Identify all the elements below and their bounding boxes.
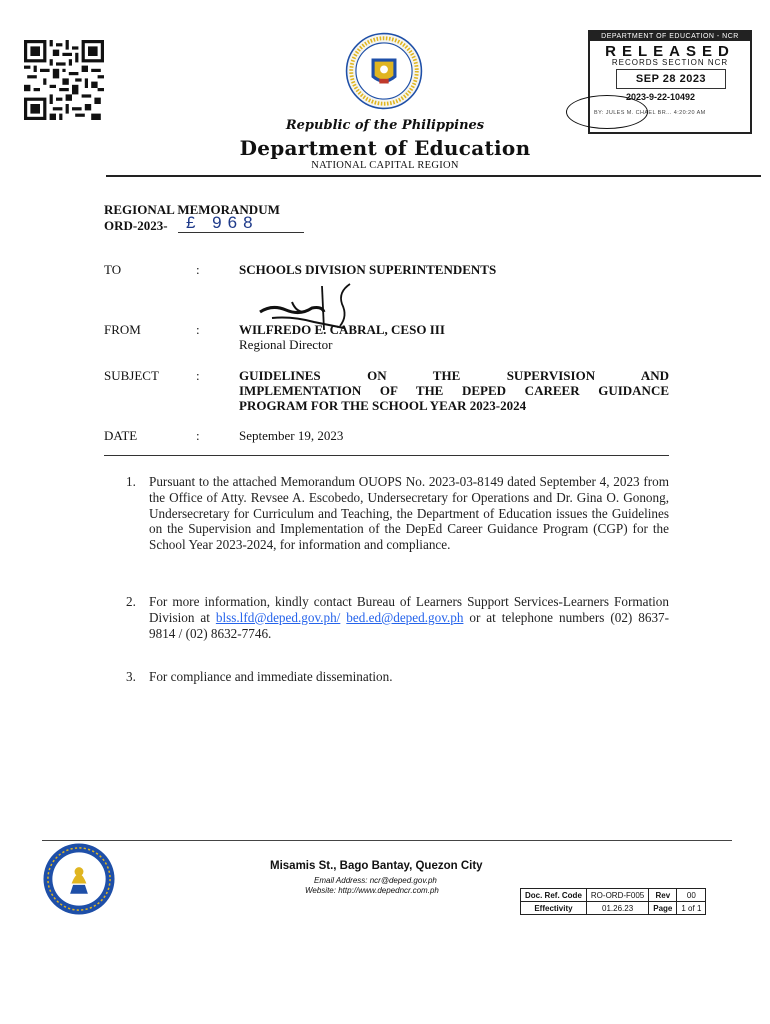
stamp-released: RELEASED	[605, 43, 735, 60]
deped-seal-icon	[345, 32, 423, 110]
from-label: FROM	[104, 322, 141, 337]
footer-divider	[42, 840, 732, 841]
paragraph-1: Pursuant to the attached Memorandum OUOPS No. 2023-03-8149 dated September 4, 2023 from the Office of Atty. Revsee A. Escobedo, Undersecretary for Operations and Dr. Gina O. Gonong, Undersecretary for Curriculum and Teaching, the Department of Education issues the Guidelines on the Supervision and Implementation of the DepEd Career Guidance Program (CGP) for the School Year 2023-2024, for information and compliance.	[149, 474, 669, 553]
to-value: SCHOOLS DIVISION SUPERINTENDENTS	[239, 262, 497, 277]
date-divider	[104, 455, 669, 456]
rev-label: Rev	[649, 889, 677, 902]
from-title: Regional Director	[239, 337, 333, 352]
deped-ncr-logo-icon	[42, 842, 116, 916]
table-row	[521, 902, 706, 915]
stamp-tracking-number: 2023-9-22-10492	[626, 92, 696, 102]
region-heading: NATIONAL CAPITAL REGION	[311, 160, 459, 171]
paragraph-2-end: or at telephone numbers (02) 8637-9814 / (02) 8632-7746.	[149, 609, 670, 641]
date-label: DATE	[104, 428, 138, 443]
date-value: September 19, 2023	[239, 428, 344, 443]
from-colon: :	[196, 322, 200, 337]
subject-line-3: PROGRAM FOR THE SCHOOL YEAR 2023-2024	[239, 398, 527, 413]
republic-heading: Republic of the Philippines	[285, 118, 485, 133]
stamp-released-by: BY: JULES M. CHAEL BR... 4:20:20 AM	[594, 110, 706, 116]
memo-number-handwritten: £ 968	[178, 214, 304, 233]
subject-colon: :	[196, 368, 200, 383]
header-divider	[106, 175, 761, 177]
effectivity-value: 01.26.23	[586, 902, 648, 915]
stamp-section: RECORDS SECTION NCR	[611, 58, 729, 67]
subject-line-2: IMPLEMENTATION OF THE DEPED CAREER GUIDANCE	[239, 383, 669, 398]
paragraph-2	[149, 594, 669, 641]
memo-number-prefix: ORD-2023-	[104, 218, 168, 233]
email-link-blss[interactable]: blss.lfd@deped.gov.ph/	[215, 609, 341, 625]
page-value: 1 of 1	[677, 902, 706, 915]
effectivity-label: Effectivity	[521, 902, 587, 915]
signature-icon	[252, 282, 372, 342]
footer-address: Misamis St., Bago Bantay, Quezon City	[270, 860, 483, 872]
paragraph-2-start: For more information, kindly contact Bureau of Learners Support Services-Learners Formation Division at	[149, 594, 669, 625]
memo-title: REGIONAL MEMORANDUM	[104, 202, 280, 217]
rev-value: 00	[677, 889, 706, 902]
footer-website: Website: http://www.depedncr.com.ph	[305, 886, 439, 895]
doc-ref-label: Doc. Ref. Code	[521, 889, 587, 902]
to-label: TO	[104, 262, 122, 277]
doc-ref-value: RO-ORD-F005	[586, 889, 648, 902]
document-reference-table	[520, 888, 706, 915]
date-colon: :	[196, 428, 200, 443]
subject-line-1: GUIDELINES ON THE SUPERVISION AND	[239, 368, 669, 383]
footer-email: Email Address: ncr@deped.gov.ph	[314, 876, 437, 885]
page-label: Page	[649, 902, 677, 915]
email-link-bed[interactable]: bed.ed@deped.gov.ph	[346, 609, 464, 625]
department-heading: Department of Education	[239, 136, 531, 160]
to-colon: :	[196, 262, 200, 277]
paragraph-3: For compliance and immediate dissemination.	[149, 669, 393, 684]
stamp-department: DEPARTMENT OF EDUCATION - NCR	[590, 32, 750, 41]
paragraph-3-number: 3.	[126, 669, 136, 684]
table-row	[521, 889, 706, 902]
subject-label: SUBJECT	[104, 368, 159, 383]
qr-code-icon	[24, 40, 104, 120]
from-name: WILFREDO E. CABRAL, CESO III	[239, 322, 445, 337]
paragraph-1-number: 1.	[126, 474, 136, 489]
stamp-date: SEP 28 2023	[616, 69, 726, 89]
paragraph-2-number: 2.	[126, 594, 136, 609]
